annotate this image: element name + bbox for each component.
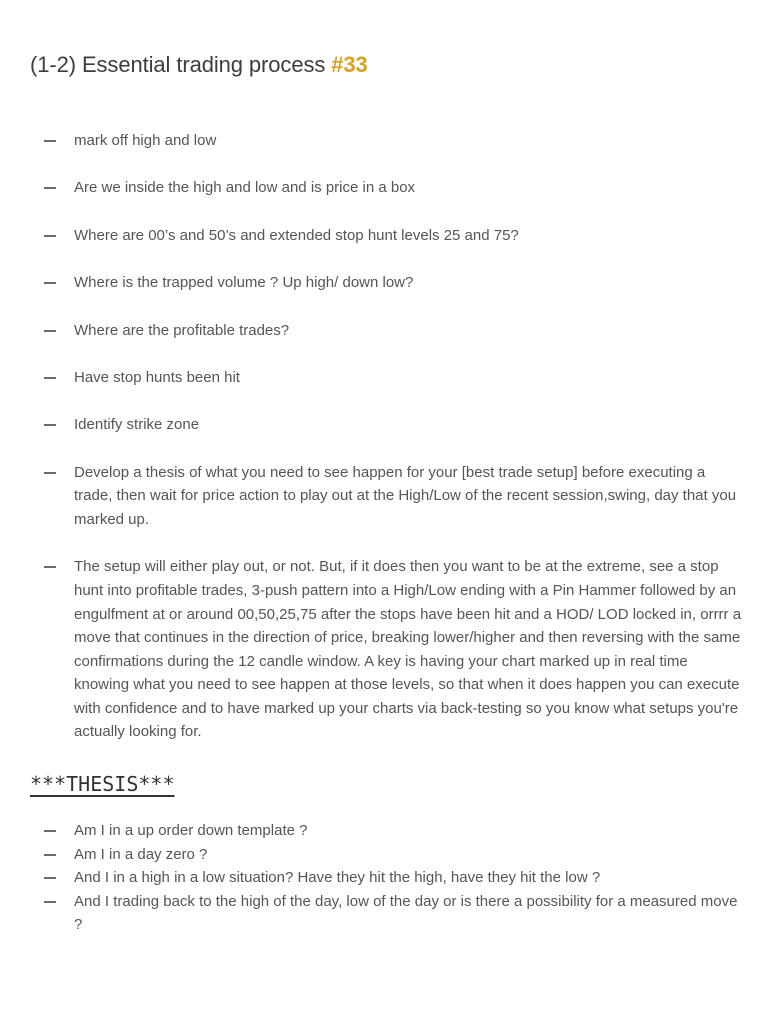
list-item bbox=[30, 271, 742, 295]
list-item-text: And I in a high in a low situation? Have they hit the high, have they hit the low ? bbox=[74, 869, 601, 887]
dash-bullet-icon bbox=[44, 424, 56, 426]
list-item-text: Have stop hunts been hit bbox=[74, 368, 240, 386]
list-item bbox=[30, 366, 742, 390]
list-item bbox=[30, 461, 742, 532]
list-item-text: Are we inside the high and low and is price in a box bbox=[74, 179, 416, 197]
tag-link[interactable]: #33 bbox=[331, 52, 368, 77]
dash-bullet-icon bbox=[44, 235, 56, 237]
dash-bullet-icon bbox=[44, 282, 56, 284]
list-item bbox=[30, 819, 742, 843]
dash-bullet-icon bbox=[44, 830, 56, 832]
dash-bullet-icon bbox=[44, 854, 56, 856]
dash-bullet-icon bbox=[44, 877, 56, 879]
process-steps-list bbox=[30, 129, 742, 768]
list-item bbox=[30, 224, 742, 248]
thesis-heading: ***THESIS*** bbox=[30, 772, 175, 796]
list-item bbox=[30, 176, 742, 200]
page-title-text: (1-2) Essential trading process bbox=[30, 52, 326, 77]
page-title bbox=[30, 50, 368, 80]
dash-bullet-icon bbox=[44, 140, 56, 142]
list-item bbox=[30, 319, 742, 343]
list-item bbox=[30, 890, 742, 937]
list-item bbox=[30, 866, 742, 890]
dash-bullet-icon bbox=[44, 472, 56, 474]
list-item-text: Am I in a day zero ? bbox=[74, 845, 208, 863]
list-item-text: mark off high and low bbox=[74, 132, 217, 149]
list-item bbox=[30, 129, 742, 153]
dash-bullet-icon bbox=[44, 330, 56, 332]
list-item bbox=[30, 555, 742, 744]
dash-bullet-icon bbox=[44, 377, 56, 379]
list-item bbox=[30, 413, 742, 437]
list-item bbox=[30, 843, 742, 867]
list-item-text: Where are the profitable trades? bbox=[74, 321, 290, 339]
dash-bullet-icon bbox=[44, 187, 56, 189]
list-item-text: The setup will either play out, or not. But, if it does then you want to be at the extreme, see a stop hunt into profitable trades, 3-push pattern into a High/Low ending with a Pin Hammer followed by an engulfment at or around 00,50,25,75 after the stops have been hit and a HOD/ LOD locked in, orrrr a move that continues in the direction of price, breaking lower/higher and then reversing with the same confirmations during the 12 candle window. A key is having your chart marked up in real time knowing what you need to see happen at those levels, so that when it does happen you can execute with confidence and to have marked up your charts via back-testing so you know what setups you're actually looking for. bbox=[74, 558, 742, 741]
list-item-text: Where is the trapped volume ? Up high/ down low? bbox=[74, 274, 414, 292]
dash-bullet-icon bbox=[44, 901, 56, 903]
dash-bullet-icon bbox=[44, 566, 56, 568]
list-item-text: Where are 00’s and 50’s and extended stop hunt levels 25 and 75? bbox=[74, 226, 519, 244]
list-item-text: And I trading back to the high of the day, low of the day or is there a possibility for a measured move ? bbox=[74, 892, 738, 934]
list-item-text: Identify strike zone bbox=[74, 416, 200, 434]
list-item-text: Am I in a up order down template ? bbox=[74, 822, 308, 839]
list-item-text: Develop a thesis of what you need to see happen for your [best trade setup] before executing a trade, then wait for price action to play out at the High/Low of the recent session,swing, day that you marked up. bbox=[74, 463, 737, 528]
thesis-questions-list bbox=[30, 819, 742, 937]
